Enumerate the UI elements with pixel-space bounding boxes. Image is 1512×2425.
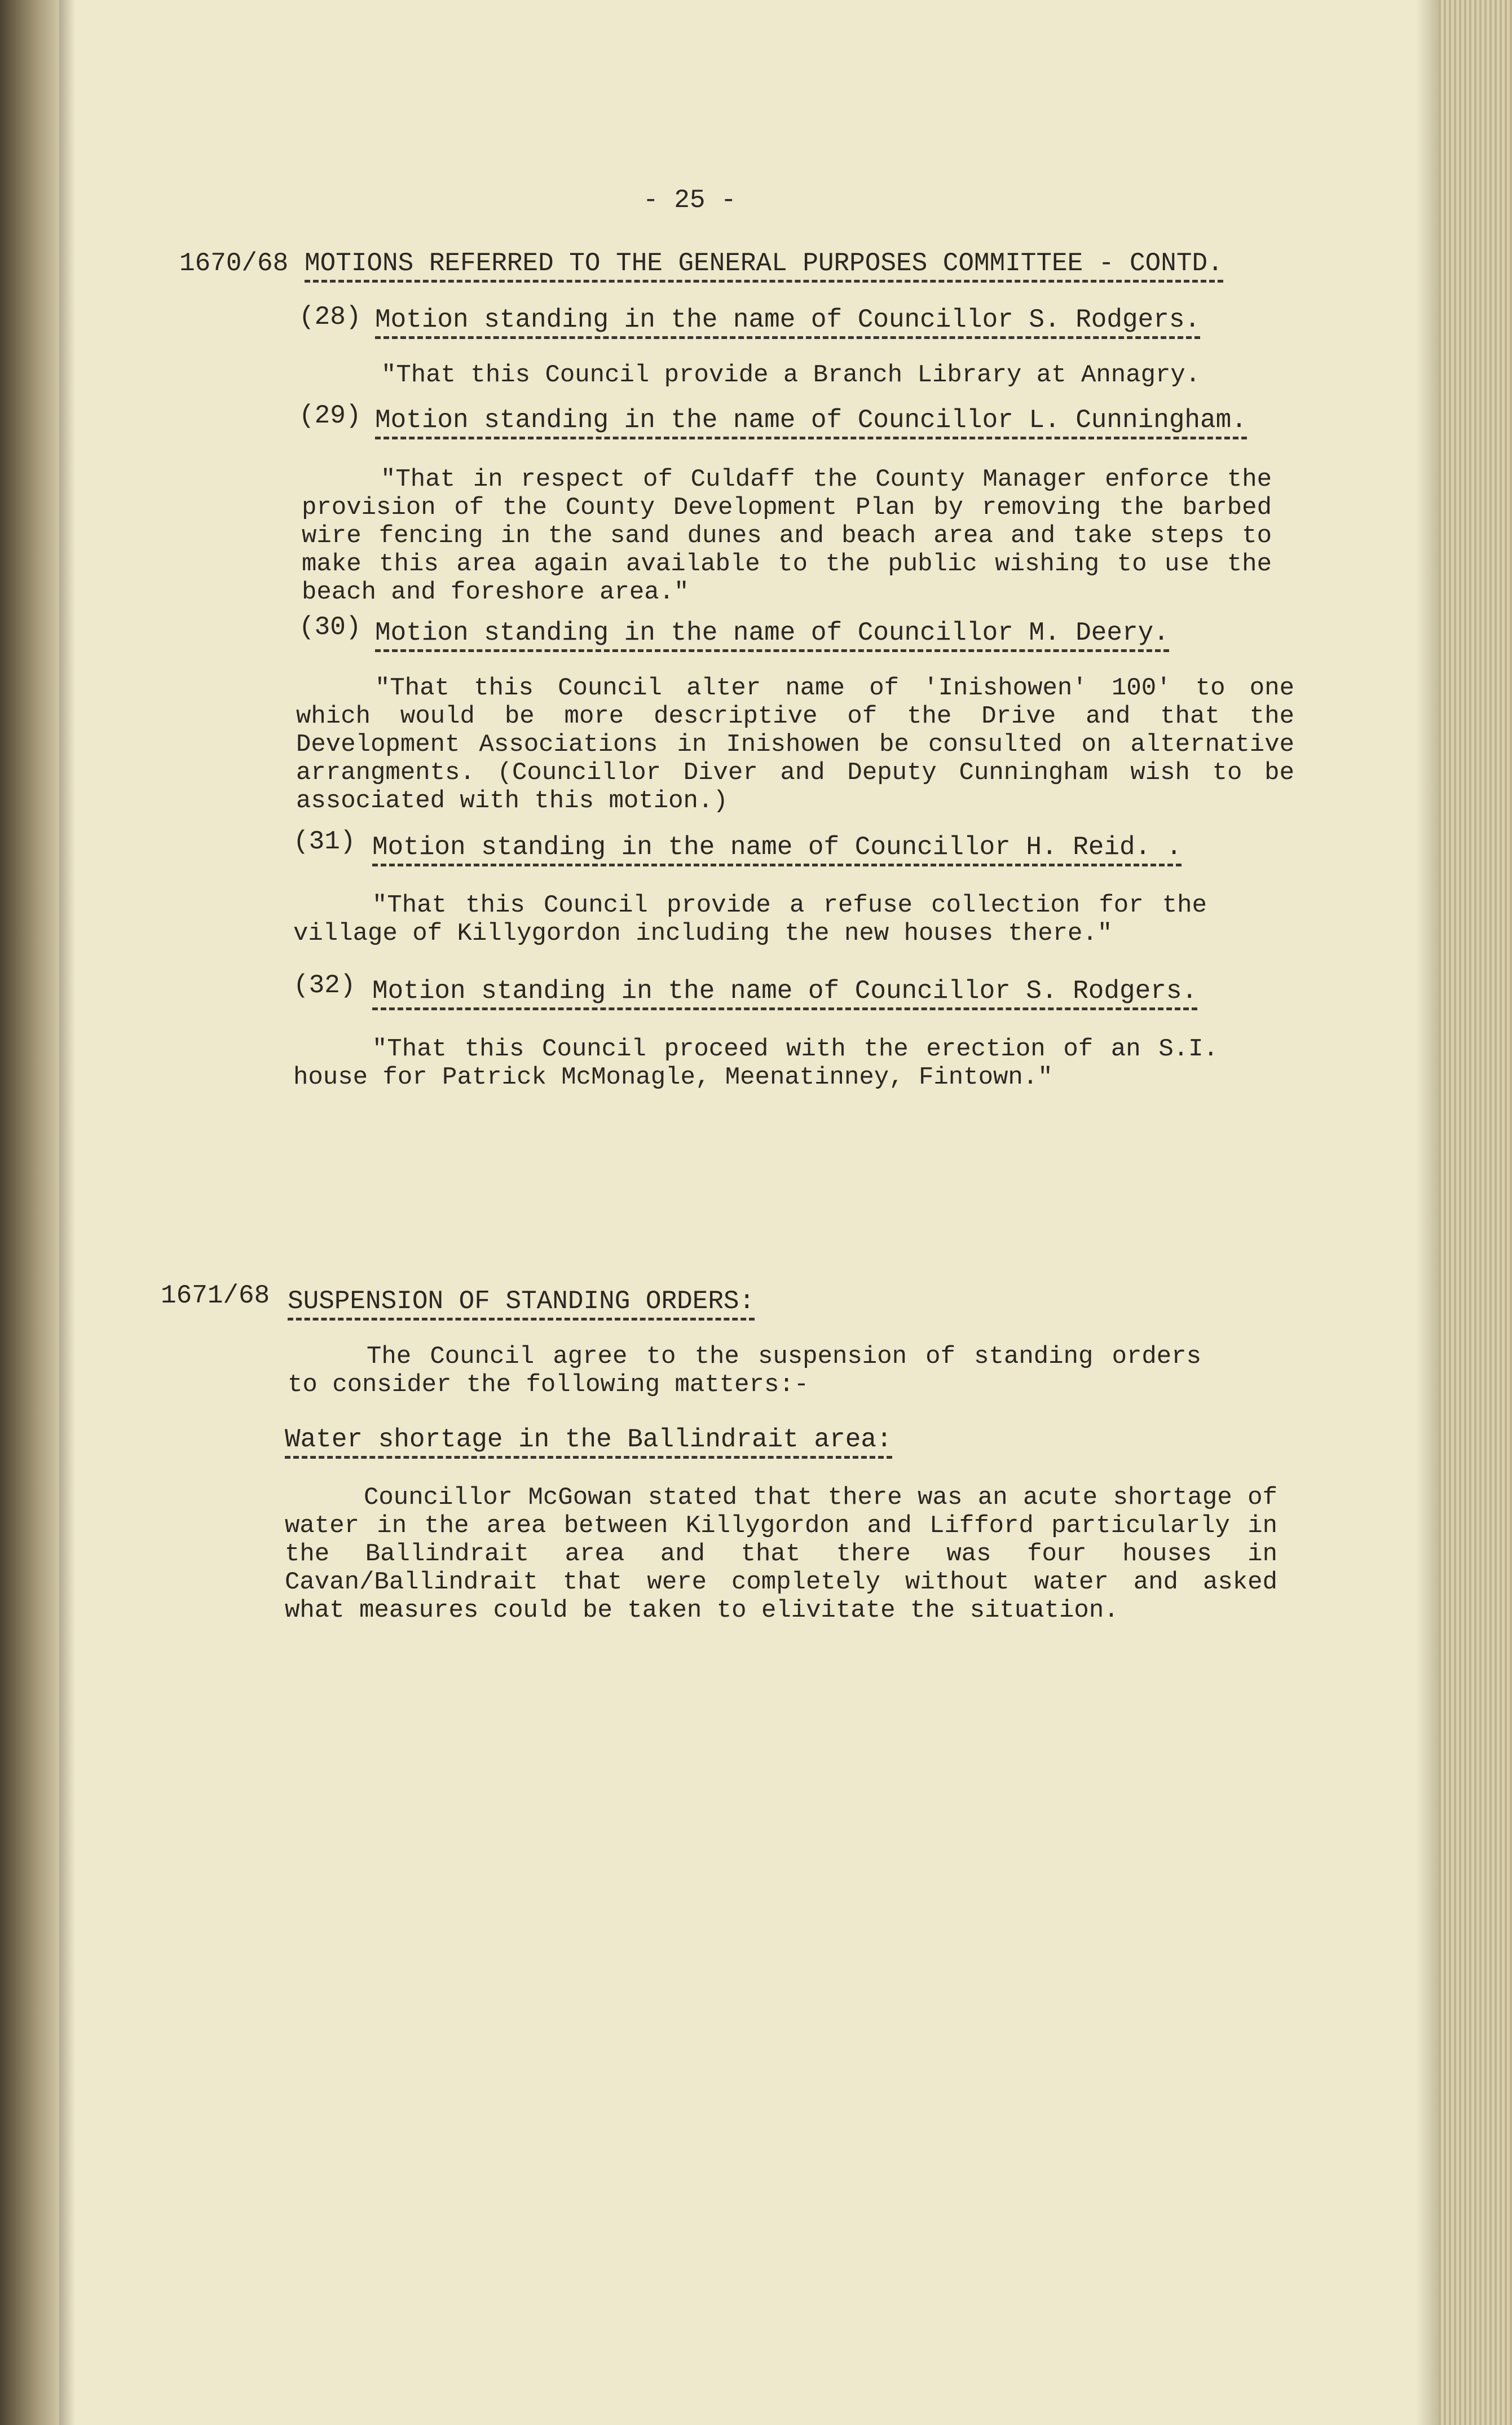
motion-number: (32) (293, 971, 356, 1000)
motion-heading: Motion standing in the name of Councillor M. Deery. (375, 618, 1169, 652)
motion-heading: Motion standing in the name of Councillor L. Cunningham. (375, 405, 1247, 439)
motion-number: (29) (299, 401, 362, 430)
book-binding-left (0, 0, 59, 2425)
section-title-1670: MOTIONS REFERRED TO THE GENERAL PURPOSES COMMITTEE - CONTD. (305, 248, 1223, 283)
motion-number: (28) (299, 302, 362, 332)
motion-text: "That this Council provide a refuse collection for the village of Killygordon including the new houses there." (293, 891, 1207, 948)
section-intro: The Council agree to the suspension of standing orders to consider the following matters:- (288, 1343, 1201, 1399)
section-title-1671: SUSPENSION OF STANDING ORDERS: (288, 1286, 755, 1321)
motion-number: (30) (299, 613, 362, 642)
motion-text: "That in respect of Culdaff the County Manager enforce the provision of the County Development Plan by removing the barbed wire fencing in the sand dunes and beach area and take steps to make this area again available to the public wishing to use the beach and foreshore area." (302, 465, 1272, 606)
motion-text: "That this Council alter name of 'Inishowen' 100' to one which would be more descriptive of the Drive and that the Development Associations in Inishowen be consulted on alternative arrangments. (Councillor Diver and Deputy Cunningham wish to be associated with this motion.) (296, 674, 1294, 815)
motion-number: (31) (293, 827, 356, 856)
motion-text: "That this Council provide a Branch Library at Annagry. (381, 361, 1201, 389)
motion-text: "That this Council proceed with the erection of an S.I. house for Patrick McMonagle, Meenatinney, Fintown." (293, 1035, 1218, 1092)
motion-heading: Motion standing in the name of Councillor H. Reid. . (372, 832, 1182, 866)
page-edge-shade (1416, 0, 1439, 2425)
page-number: - 25 - (643, 186, 737, 215)
section-ref-1671: 1671/68 (161, 1281, 270, 1310)
gutter-shadow (59, 0, 75, 2425)
page-edges-right (1439, 0, 1512, 2425)
section-ref-1670: 1670/68 (179, 249, 289, 278)
section-subheading: Water shortage in the Ballindrait area: (285, 1424, 892, 1459)
motion-heading: Motion standing in the name of Councillor S. Rodgers. (372, 976, 1197, 1010)
section-body: Councillor McGowan stated that there was an acute shortage of water in the area between Killygordon and Lifford particularly in the Ballindrait area and that there was four houses in Cavan/Ballindrait that were completely without water and asked what measures could be taken to elivitate the situation. (285, 1484, 1277, 1625)
motion-heading: Motion standing in the name of Councillor S. Rodgers. (375, 305, 1200, 339)
